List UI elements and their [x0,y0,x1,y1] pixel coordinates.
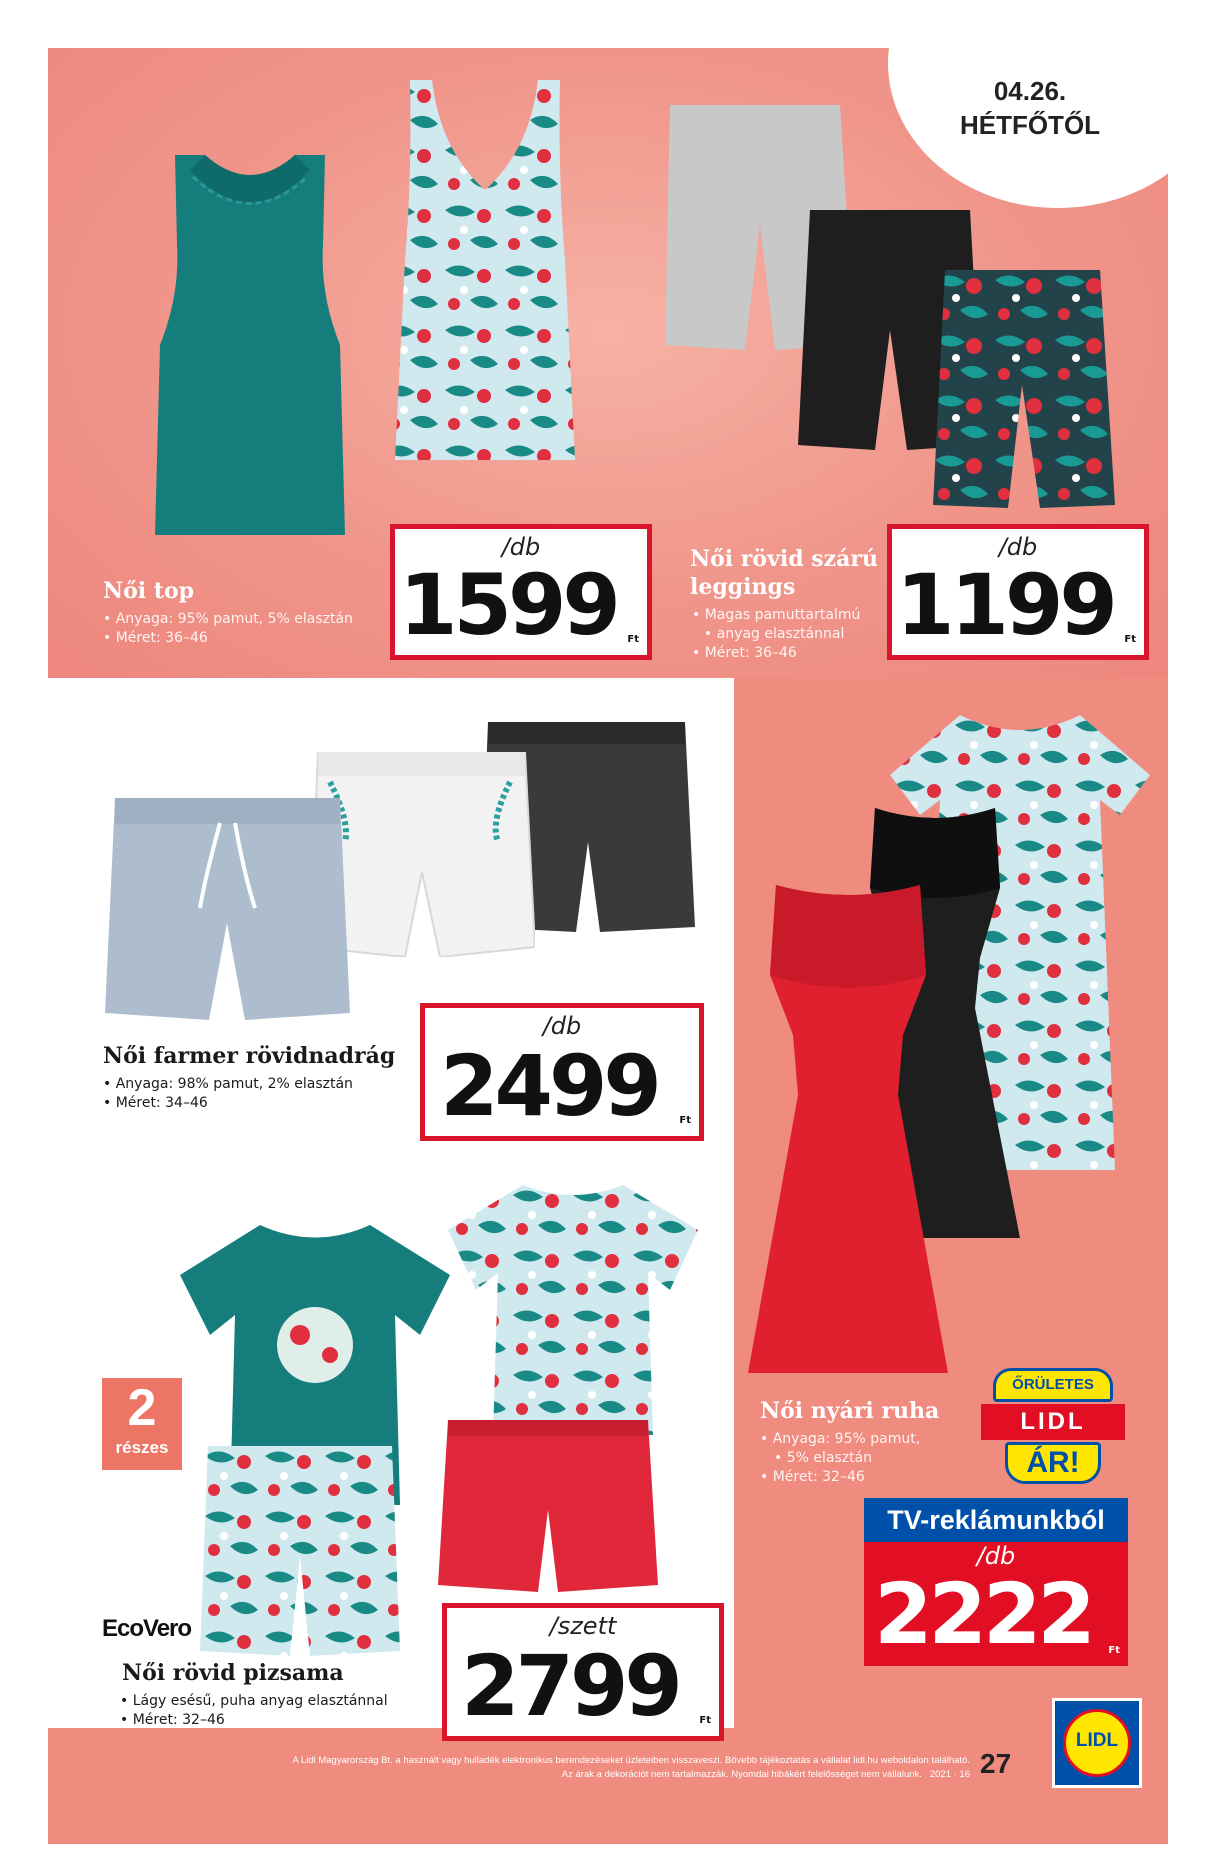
footer-band [48,1728,1168,1844]
legal-line-2 [150,1768,970,1782]
red-pajama-shorts-image [438,1420,658,1595]
leggings-feature-text: anyag elasztánnal [716,626,845,642]
dress-feature: • Anyaga: 95% pamut, [760,1430,920,1449]
lidl-logo-text: LIDL [1075,1730,1119,1751]
leggings-price: 1199 [896,556,1114,654]
teal-top-image [145,155,355,540]
date-weekday: HÉTFŐTŐL [959,110,1101,140]
leggings-feature-cont [692,625,860,644]
shorts-price-box [420,1003,704,1141]
leggings-feature: • Magas pamuttartalmú [692,606,860,625]
leggings-price-unit: /db [998,533,1038,561]
ecovero-logo: EcoVero [102,1615,192,1642]
two-piece-number: 2 [127,1379,157,1437]
top-feature: • Anyaga: 95% pamut, 5% elasztán [103,610,353,629]
dress-price-box [864,1542,1128,1666]
top-price-box [390,524,652,660]
red-dress-image [748,885,948,1373]
dress-price-unit: /db [976,1542,1016,1570]
pajama-price-unit: /szett [549,1612,617,1640]
dress-feature-text: 5% elasztán [786,1450,873,1466]
floral-top-image [380,80,590,465]
pajama-title: Női rövid pizsama [122,1660,344,1686]
leggings-currency: Ft [1124,634,1136,645]
leggings-price-box [887,524,1149,660]
pajama-price: 2799 [461,1637,679,1735]
top-title: Női top [103,578,195,604]
date-label [940,74,1120,142]
leggings-title-line: leggings [690,574,796,600]
crazy-line2: LIDL [981,1404,1125,1440]
leggings-features [692,606,860,663]
pajama-currency: Ft [699,1715,711,1726]
two-piece-badge [102,1378,182,1470]
top-feature: • Méret: 36–46 [103,629,353,648]
legal-line: A Lidl Magyarország Bt. a használt vagy hulladék elektronikus berendezéseket üzleteiben visszaveszi. Bővebb tájékoztatás a vállalat lidl.hu weboldalon található. [292,1755,970,1766]
shorts-currency: Ft [679,1115,691,1126]
dress-feature: • Méret: 32–46 [760,1468,920,1487]
top-price-unit: /db [501,533,541,561]
legal-text [150,1754,970,1782]
lidl-logo [1052,1698,1142,1788]
crazy-lidl-price-badge [985,1368,1135,1488]
floral-leggings-image [930,270,1120,510]
dress-features [760,1430,920,1487]
date-value: 04.26. [993,76,1067,106]
dress-currency: Ft [1108,1645,1120,1656]
shorts-price-unit: /db [542,1012,582,1040]
top-price: 1599 [399,556,617,654]
leggings-title [690,545,878,601]
top-currency: Ft [627,634,639,645]
shorts-feature: • Anyaga: 98% pamut, 2% elasztán [103,1075,353,1094]
crazy-line3: ÁR! [1005,1442,1101,1484]
two-piece-text: részes [115,1438,169,1457]
tv-ad-banner: TV-reklámunkból [864,1498,1128,1542]
dress-feature-cont [760,1449,920,1468]
pajama-features [120,1692,388,1730]
shorts-features [103,1075,353,1113]
leggings-feature: • Méret: 36–46 [692,644,860,663]
floral-tshirt-image [448,1185,698,1435]
legal-line-text: Az árak a dekorációt nem tartalmazzák. Nyomdai hibákért felelősséget nem vállalunk. [561,1769,922,1780]
pajama-feature: • Lágy esésű, puha anyag elasztánnal [120,1692,388,1711]
issue-code: 2021 · 16 [929,1769,970,1780]
crazy-line1: ŐRÜLETES [993,1368,1113,1402]
light-denim-shorts-image [105,798,350,1023]
floral-pajama-shorts-image [200,1446,400,1661]
shorts-price: 2499 [440,1037,658,1135]
shorts-feature: • Méret: 34–46 [103,1094,353,1113]
leggings-title-line: Női rövid szárú [690,546,878,572]
pajama-price-box [442,1603,724,1741]
dress-title: Női nyári ruha [760,1398,940,1424]
top-features [103,610,353,648]
shorts-title: Női farmer rövidnadrág [103,1043,396,1069]
dress-price: 2222 [874,1565,1092,1663]
page-number: 27 [980,1748,1012,1779]
pajama-feature: • Méret: 32–46 [120,1711,388,1730]
